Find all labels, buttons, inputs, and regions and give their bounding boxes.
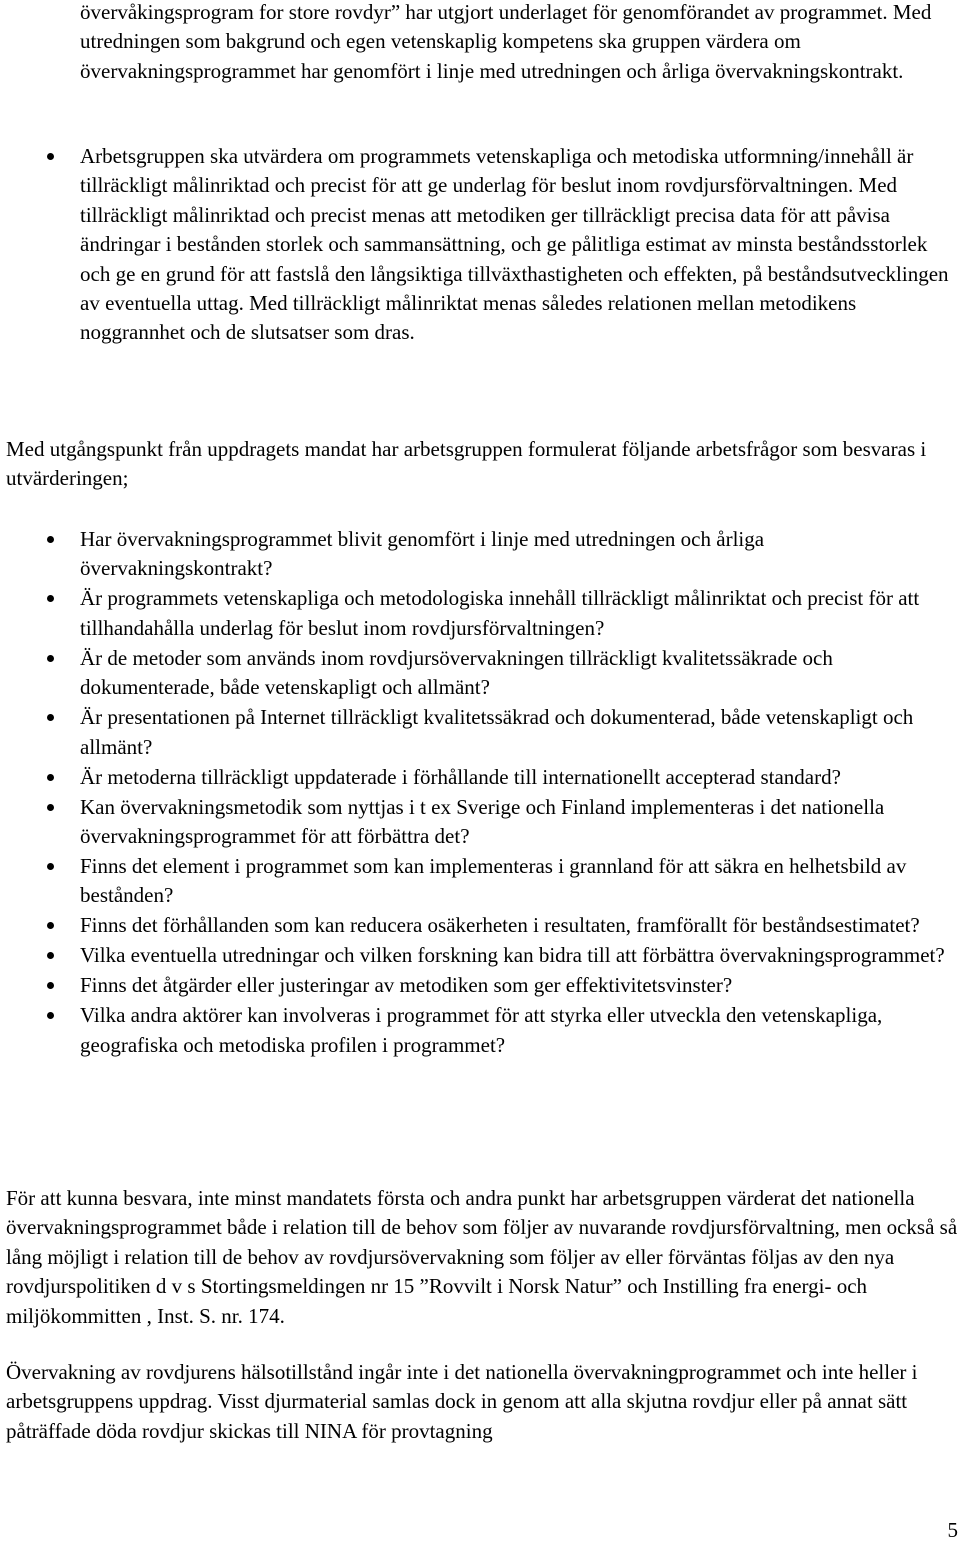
question-text: Kan övervakningsmetodik som nyttjas i t ex Sverige och Finland implementeras i det nationella övervakningsprogrammet för att förbättra det? xyxy=(80,794,885,849)
question-item xyxy=(80,793,958,852)
question-text: Är programmets vetenskapliga och metodologiska innehåll tillräckligt målinriktat och precist för att tillhandahålla underlag för beslut inom rovdjursförvaltningen? xyxy=(80,586,920,640)
bullet-icon xyxy=(47,595,54,602)
evaluation-paragraph: För att kunna besvara, inte minst mandatets första och andra punkt har arbetsgruppen värderat det nationella övervakningsprogrammet både i relation till de behov som följer av nuvarande rovdjursförvaltning, men också så lång möjligt i relation till de behov av rovdjursövervakning som följer av eller förväntas följas av den nya rovdjurspolitiken d v s Stortingsmeldingen nr 15 ”Rovvilt i Norsk Natur” och Instilling fra energi- och miljökommitten , Inst. S. nr. 174. xyxy=(6,1186,958,1328)
bullet-icon xyxy=(47,922,54,929)
question-text: Finns det element i programmet som kan implementeras i grannland för att säkra en helhetsbild av bestånden? xyxy=(80,854,907,908)
task-bullet-text: Arbetsgruppen ska utvärdera om programmets vetenskapliga och metodiska utformning/innehåll är tillräckligt målinriktad och precist för att ge underlag för beslut inom rovdjursförvaltningen. Med tillräckligt målinriktad och precist menas att metodiken ger tillräckligt precisa data för att påvisa ändringar i bestånden storlek och sammansättning, och ge pålitliga estimat av minsta beståndsstorlek och ge en grund för att fastslå den långsiktiga tillväxthastigheten och effekten, på beståndsutvecklingen av eventuella uttag. Med tillräckligt målinriktat menas således relationen mellan metodikens noggrannhet och de slutsatser som dras. xyxy=(80,144,949,345)
question-item xyxy=(80,703,958,762)
bullet-icon xyxy=(47,952,54,959)
bullet-icon xyxy=(47,774,54,781)
bullet-icon xyxy=(47,655,54,662)
question-text: Är de metoder som används inom rovdjursövervakningen tillräckligt kvalitetssäkrade och dokumenterade, både vetenskapligt och allmänt? xyxy=(80,645,833,700)
bullet-icon xyxy=(47,153,54,160)
bullet-icon xyxy=(47,1012,54,1019)
task-bullet-item xyxy=(80,142,958,348)
question-item xyxy=(80,852,958,911)
question-text: Har övervakningsprogrammet blivit genomfört i linje med utredningen och årliga övervakningskontrakt? xyxy=(80,527,765,581)
bullet-icon xyxy=(47,804,54,811)
bullet-icon xyxy=(47,714,54,721)
question-text: Vilka eventuella utredningar och vilken forskning kan bidra till att förbättra övervakningsprogrammet? xyxy=(80,943,945,968)
question-item xyxy=(80,971,958,1000)
question-text: Vilka andra aktörer kan involveras i programmet för att styrka eller utveckla den vetenskapliga, geografiska och metodiska profilen i programmet? xyxy=(80,1003,883,1057)
question-text: Finns det förhållanden som kan reducera osäkerheten i resultaten, framförallt för beståndsestimatet? xyxy=(80,913,920,938)
page-number: 5 xyxy=(947,1518,958,1542)
question-text: Är metoderna tillräckligt uppdaterade i förhållande till internationellt accepterad standard? xyxy=(80,764,841,789)
question-item xyxy=(80,941,958,970)
question-item xyxy=(80,763,958,792)
questions-list xyxy=(80,525,958,1061)
intro-continuation-paragraph: övervåkingsprogram for store rovdyr” har utgjort underlaget för genomförandet av programmet. Med utredningen som bakgrund och egen vetenskaplig kompetens ska gruppen värdera om övervakningsprogrammet har genomfört i linje med utredningen och årliga övervakningskontrakt. xyxy=(80,0,932,83)
bullet-icon xyxy=(47,536,54,543)
question-item xyxy=(80,644,958,703)
question-item xyxy=(80,911,958,940)
question-text: Är presentationen på Internet tillräckligt kvalitetssäkrad och dokumenterad, både vetenskapligt och allmänt? xyxy=(80,705,914,759)
question-text: Finns det åtgärder eller justeringar av metodiken som ger effektivitetsvinster? xyxy=(80,973,733,998)
questions-intro-paragraph: Med utgångspunkt från uppdragets mandat har arbetsgruppen formulerat följande arbetsfrågor som besvaras i utvärderingen; xyxy=(6,437,927,491)
bullet-icon xyxy=(47,863,54,870)
bullet-icon xyxy=(47,982,54,989)
question-item xyxy=(80,1001,958,1060)
question-item xyxy=(80,584,958,643)
health-monitoring-paragraph: Övervakning av rovdjurens hälsotillstånd ingår inte i det nationella övervakningprogrammet och inte heller i arbetsgruppens uppdrag. Visst djurmaterial samlas dock in genom att alla skjutna rovdjur eller på annat sätt påträffade döda rovdjur skickas till NINA för provtagning xyxy=(6,1360,918,1443)
question-item xyxy=(80,525,958,584)
